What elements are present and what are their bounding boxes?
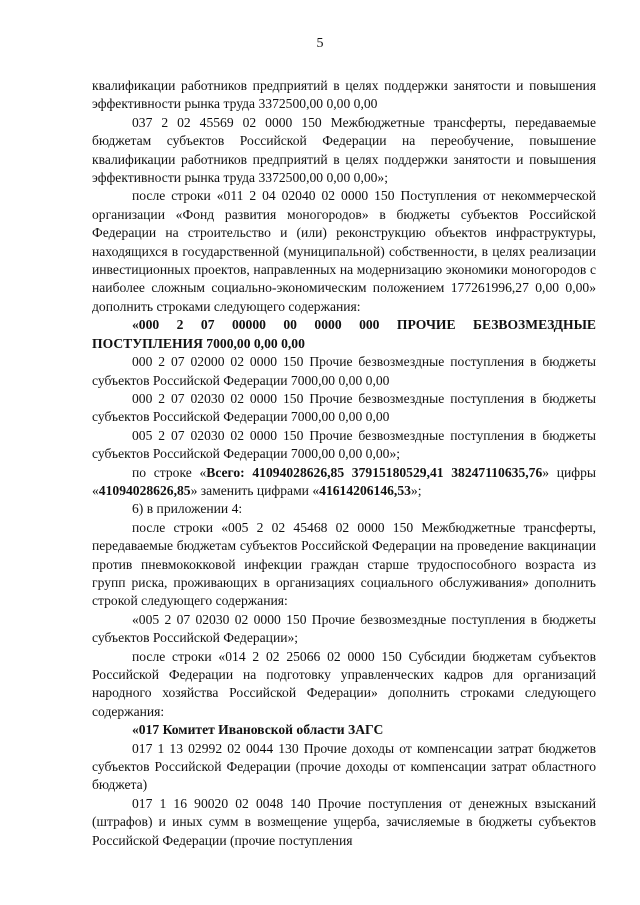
text-run: » цифры « — [92, 464, 597, 498]
paragraph-after-line-011: после строки «011 2 04 02040 02 0000 150 Поступления от некоммерческой организации «Фонд развития моногородов» в бюджеты субъектов Российской Федерации на строительство и (или) реконструкцию объектов инфраструктуры, находящихся в государственной (муниципальной) собственности, в целях реализации инвестиционных проектов, направленных на модернизацию экономики моногородов с наиболее сложным социально-экономическим положением 177261996,27 0,00 0,00» дополнить строками следующего содержания: — [92, 188, 596, 314]
paragraph-item-005-02030-b: «005 2 07 02030 02 0000 150 Прочие безвозмездные поступления в бюджеты субъектов Российской Федерации»; — [92, 611, 596, 646]
paragraph-item-017-02992: 017 1 13 02992 02 0044 130 Прочие доходы от компенсации затрат бюджетов субъектов Российской Федерации (прочие доходы от компенсации затрат областного бюджета) — [92, 740, 596, 793]
paragraph-item-005-02030: 005 2 07 02030 02 0000 150 Прочие безвозмездные поступления в бюджеты субъектов Российской Федерации 7000,00 0,00 0,00»; — [92, 427, 596, 462]
bold-new-value: 41614206146,53 — [319, 482, 411, 498]
bold-total-values: Всего: 41094028626,85 37915180529,41 38247110635,76 — [206, 464, 543, 480]
bold-old-value: 41094028626,85 — [98, 482, 191, 498]
paragraph-item-017-90020: 017 1 16 90020 02 0048 140 Прочие поступления от денежных взысканий (штрафов) и иных сумм в возмещение ущерба, зачисляемые в бюджеты субъектов Российской Федерации (прочие поступления — [92, 795, 596, 848]
paragraph-item-000-02030: 000 2 07 02030 02 0000 150 Прочие безвозмездные поступления в бюджеты субъектов Российской Федерации 7000,00 0,00 0,00 — [92, 390, 596, 425]
text-run: »; — [410, 482, 422, 498]
paragraph-item-037: 037 2 02 45569 02 0000 150 Межбюджетные трансферты, передаваемые бюджетам субъектов Российской Федерации на переобучение, повышение квалификации работников предприятий в целях поддержки занятости и повышения эффективности рынка труда 3372500,00 0,00 0,00»; — [92, 114, 596, 186]
paragraph-total-replacement — [92, 464, 596, 501]
text-run: » заменить цифрами « — [190, 482, 320, 498]
paragraph-continuation: квалификации работников предприятий в целях поддержки занятости и повышения эффективности рынка труда 3372500,00 0,00 0,00 — [92, 78, 596, 112]
paragraph-after-line-005: после строки «005 2 02 45468 02 0000 150 Межбюджетные трансферты, передаваемые бюджетам субъектов Российской Федерации на проведение вакцинации против пневмококковой инфекции граждан старше трудоспособного возраста из групп риска, проживающих в организациях социального обслуживания» дополнить строкой следующего содержания: — [92, 519, 596, 609]
document-body — [92, 77, 596, 850]
paragraph-bold-heading-000: «000 2 07 00000 00 0000 000 ПРОЧИЕ БЕЗВОЗМЕЗДНЫЕ ПОСТУПЛЕНИЯ 7000,00 0,00 0,00 — [92, 317, 596, 351]
text-run: по строке « — [132, 464, 207, 480]
paragraph-appendix-4: 6) в приложении 4: — [132, 501, 243, 517]
paragraph-bold-heading-017: «017 Комитет Ивановской области ЗАГС — [132, 722, 384, 738]
page-number: 5 — [316, 36, 324, 51]
paragraph-item-000-02000: 000 2 07 02000 02 0000 150 Прочие безвозмездные поступления в бюджеты субъектов Российской Федерации 7000,00 0,00 0,00 — [92, 354, 596, 388]
paragraph-after-line-014: после строки «014 2 02 25066 02 0000 150 Субсидии бюджетам субъектов Российской Федерации на подготовку управленческих кадров для организаций народного хозяйства Российской Федерации» дополнить строками следующего содержания: — [92, 648, 596, 719]
